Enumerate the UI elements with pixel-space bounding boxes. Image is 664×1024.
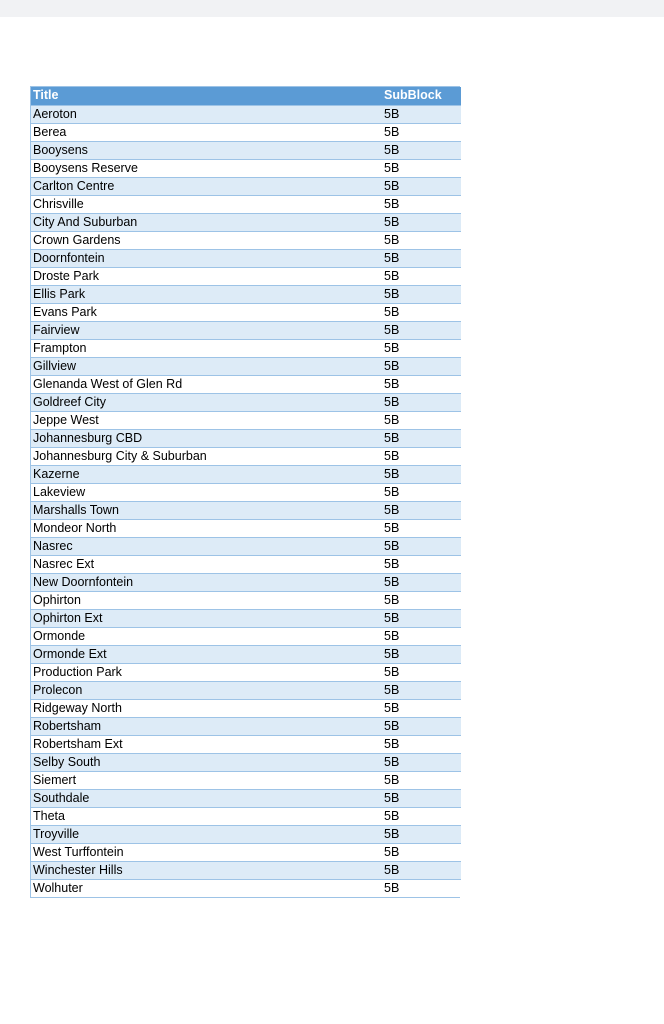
cell-subblock: 5B: [382, 591, 461, 609]
cell-title: Ophirton Ext: [31, 609, 382, 627]
cell-title: Doornfontein: [31, 249, 382, 267]
table-row: [31, 483, 461, 501]
cell-title: Mondeor North: [31, 519, 382, 537]
table-body: [31, 105, 461, 897]
column-header-title: Title: [31, 87, 382, 105]
cell-subblock: 5B: [382, 321, 461, 339]
cell-subblock: 5B: [382, 249, 461, 267]
cell-subblock: 5B: [382, 555, 461, 573]
cell-subblock: 5B: [382, 681, 461, 699]
cell-subblock: 5B: [382, 879, 461, 897]
cell-subblock: 5B: [382, 645, 461, 663]
cell-title: Booysens: [31, 141, 382, 159]
cell-subblock: 5B: [382, 717, 461, 735]
cell-subblock: 5B: [382, 663, 461, 681]
cell-title: Robertsham: [31, 717, 382, 735]
header-row: [31, 87, 461, 105]
cell-title: City And Suburban: [31, 213, 382, 231]
cell-title: Ridgeway North: [31, 699, 382, 717]
cell-subblock: 5B: [382, 285, 461, 303]
cell-title: Jeppe West: [31, 411, 382, 429]
cell-title: Goldreef City: [31, 393, 382, 411]
cell-title: Troyville: [31, 825, 382, 843]
table-row: [31, 267, 461, 285]
cell-title: Wolhuter: [31, 879, 382, 897]
table-row: [31, 321, 461, 339]
data-table: [31, 87, 461, 897]
table-row: [31, 825, 461, 843]
table-row: [31, 159, 461, 177]
table-row: [31, 771, 461, 789]
cell-title: Prolecon: [31, 681, 382, 699]
table-row: [31, 591, 461, 609]
cell-title: Johannesburg City & Suburban: [31, 447, 382, 465]
cell-title: Evans Park: [31, 303, 382, 321]
cell-subblock: 5B: [382, 141, 461, 159]
table-row: [31, 735, 461, 753]
table-row: [31, 699, 461, 717]
table-row: [31, 843, 461, 861]
area-table: [30, 86, 460, 898]
table-row: [31, 537, 461, 555]
cell-subblock: 5B: [382, 123, 461, 141]
table-row: [31, 141, 461, 159]
cell-subblock: 5B: [382, 357, 461, 375]
table-row: [31, 627, 461, 645]
cell-title: Ormonde: [31, 627, 382, 645]
cell-subblock: 5B: [382, 177, 461, 195]
cell-title: Aeroton: [31, 105, 382, 123]
cell-title: Gillview: [31, 357, 382, 375]
cell-subblock: 5B: [382, 483, 461, 501]
cell-title: Kazerne: [31, 465, 382, 483]
table-row: [31, 501, 461, 519]
table-row: [31, 663, 461, 681]
table-row: [31, 249, 461, 267]
table-row: [31, 285, 461, 303]
table-row: [31, 339, 461, 357]
table-row: [31, 555, 461, 573]
cell-title: Booysens Reserve: [31, 159, 382, 177]
table-row: [31, 375, 461, 393]
table-row: [31, 861, 461, 879]
cell-subblock: 5B: [382, 861, 461, 879]
table-row: [31, 807, 461, 825]
cell-title: Johannesburg CBD: [31, 429, 382, 447]
table-row: [31, 231, 461, 249]
cell-title: Ellis Park: [31, 285, 382, 303]
cell-title: Nasrec: [31, 537, 382, 555]
cell-title: Marshalls Town: [31, 501, 382, 519]
cell-subblock: 5B: [382, 753, 461, 771]
cell-subblock: 5B: [382, 699, 461, 717]
cell-title: Nasrec Ext: [31, 555, 382, 573]
cell-subblock: 5B: [382, 159, 461, 177]
cell-title: Crown Gardens: [31, 231, 382, 249]
table-row: [31, 123, 461, 141]
table-row: [31, 609, 461, 627]
cell-subblock: 5B: [382, 105, 461, 123]
cell-subblock: 5B: [382, 231, 461, 249]
table-row: [31, 753, 461, 771]
cell-title: Theta: [31, 807, 382, 825]
table-row: [31, 357, 461, 375]
cell-subblock: 5B: [382, 393, 461, 411]
table-row: [31, 573, 461, 591]
cell-subblock: 5B: [382, 465, 461, 483]
table-row: [31, 303, 461, 321]
table-row: [31, 393, 461, 411]
cell-title: New Doornfontein: [31, 573, 382, 591]
cell-subblock: 5B: [382, 573, 461, 591]
cell-title: Fairview: [31, 321, 382, 339]
cell-subblock: 5B: [382, 519, 461, 537]
cell-subblock: 5B: [382, 735, 461, 753]
cell-subblock: 5B: [382, 843, 461, 861]
cell-subblock: 5B: [382, 267, 461, 285]
table-row: [31, 105, 461, 123]
table-row: [31, 411, 461, 429]
cell-subblock: 5B: [382, 339, 461, 357]
cell-subblock: 5B: [382, 807, 461, 825]
cell-title: Berea: [31, 123, 382, 141]
table-row: [31, 177, 461, 195]
cell-subblock: 5B: [382, 429, 461, 447]
cell-title: West Turffontein: [31, 843, 382, 861]
cell-title: Glenanda West of Glen Rd: [31, 375, 382, 393]
cell-subblock: 5B: [382, 303, 461, 321]
cell-subblock: 5B: [382, 501, 461, 519]
cell-subblock: 5B: [382, 195, 461, 213]
cell-subblock: 5B: [382, 825, 461, 843]
cell-title: Robertsham Ext: [31, 735, 382, 753]
cell-title: Carlton Centre: [31, 177, 382, 195]
cell-subblock: 5B: [382, 789, 461, 807]
table-row: [31, 717, 461, 735]
cell-subblock: 5B: [382, 447, 461, 465]
cell-title: Selby South: [31, 753, 382, 771]
cell-title: Southdale: [31, 789, 382, 807]
cell-title: Siemert: [31, 771, 382, 789]
cell-subblock: 5B: [382, 375, 461, 393]
cell-title: Chrisville: [31, 195, 382, 213]
column-header-subblock: SubBlock: [382, 87, 461, 105]
cell-title: Ophirton: [31, 591, 382, 609]
table-row: [31, 465, 461, 483]
cell-subblock: 5B: [382, 771, 461, 789]
cell-subblock: 5B: [382, 537, 461, 555]
table-row: [31, 879, 461, 897]
table-row: [31, 645, 461, 663]
cell-title: Lakeview: [31, 483, 382, 501]
table-row: [31, 195, 461, 213]
cell-title: Droste Park: [31, 267, 382, 285]
cell-title: Frampton: [31, 339, 382, 357]
cell-title: Winchester Hills: [31, 861, 382, 879]
cell-title: Ormonde Ext: [31, 645, 382, 663]
cell-title: Production Park: [31, 663, 382, 681]
table-row: [31, 429, 461, 447]
cell-subblock: 5B: [382, 411, 461, 429]
table-row: [31, 519, 461, 537]
cell-subblock: 5B: [382, 627, 461, 645]
table-row: [31, 213, 461, 231]
top-strip: [0, 0, 664, 17]
table-row: [31, 789, 461, 807]
cell-subblock: 5B: [382, 609, 461, 627]
cell-subblock: 5B: [382, 213, 461, 231]
table-row: [31, 447, 461, 465]
table-row: [31, 681, 461, 699]
